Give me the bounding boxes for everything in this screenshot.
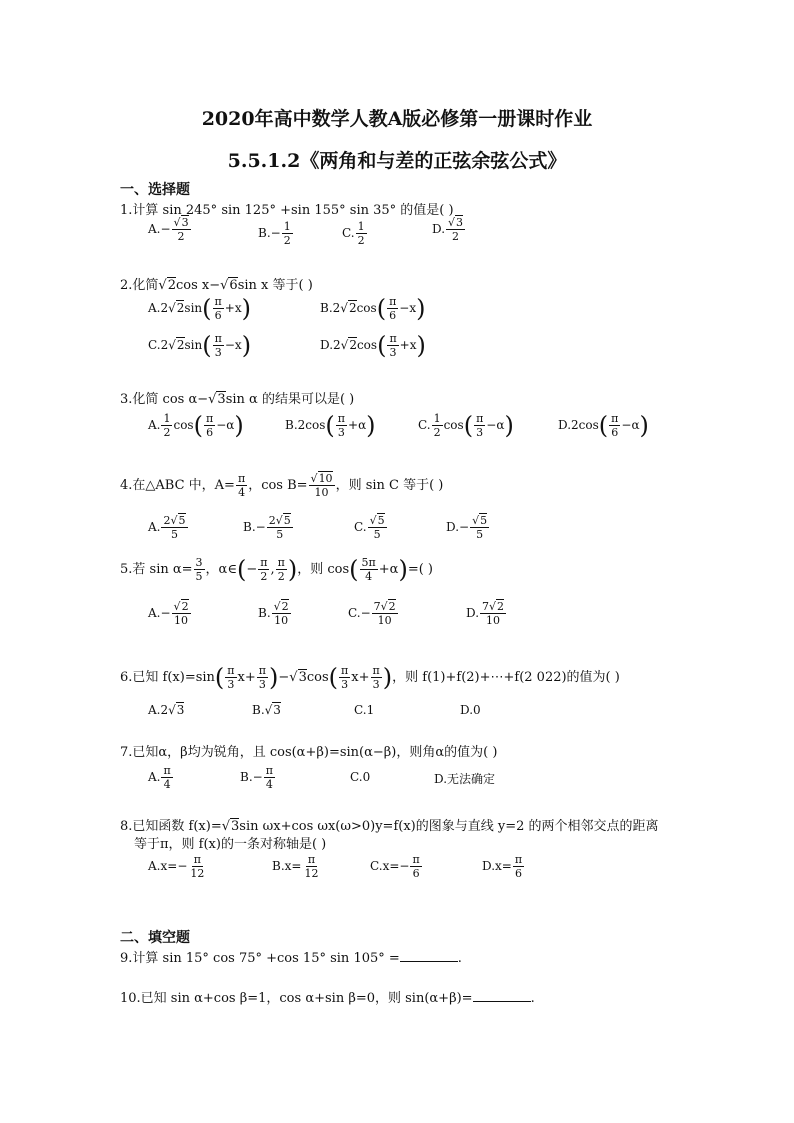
option-d: D. $\frac{√3}{2}$ (432, 216, 464, 243)
answer-blank[interactable] (473, 989, 531, 1002)
question-5: 5.若 sin α= $\frac{3}{5}$ ，α∈(− $\frac{\pi}{2}$ , $\frac{\pi}{2}$ )，则 cos( $\frac{5\pi}{4}$ +α)=( ) (120, 555, 433, 584)
question-6: 6.已知 f(x)=sin( $\frac{\pi}{3}$ x+ $\frac{\pi}{3}$ )−√3cos( $\frac{\pi}{3}$ x+ $\frac{\pi}{3}$ )，则 f(1)+f(2)+⋯+f(2 022)的值为( ) (120, 663, 620, 692)
option-a: A. $\frac{1}{2}$ cos( $\frac{\pi}{6}$ −α) (148, 411, 244, 440)
option-c: C. $\frac{1}{2}$ cos( $\frac{\pi}{3}$ −α) (418, 411, 514, 440)
question-2: 2.化简√2cos x−√6sin x 等于( ) (120, 278, 313, 293)
question-7: 7.已知α，β均为锐角，且 cos(α+β)=sin(α−β)，则角α的值为( ) (120, 745, 498, 760)
option-b: B.√3 (252, 703, 281, 717)
answer-blank[interactable] (400, 949, 458, 962)
option-a: A.2√3 (148, 703, 185, 717)
page-title: 2020年高中数学人教A版必修第一册课时作业 (201, 108, 593, 130)
option-c: C. $\frac{√5}{5}$ (354, 514, 385, 541)
section-heading: 一、选择题 (120, 182, 190, 198)
option-c: C. $\frac{1}{2}$ (342, 220, 365, 247)
option-c: C.x=− $\frac{\pi}{6}$ (370, 853, 420, 880)
option-d: D.x= $\frac{\pi}{6}$ (482, 853, 523, 880)
option-a: A. $\frac{2√5}{5}$ (148, 514, 186, 541)
option-b: B. $\frac{√2}{10}$ (258, 600, 289, 627)
option-d: D.− $\frac{√5}{5}$ (446, 514, 488, 541)
option-b: B.2cos( $\frac{\pi}{3}$ +α) (285, 411, 376, 440)
page-subtitle: 5.5.1.2《两角和与差的正弦余弦公式》 (227, 150, 567, 172)
question-1: 1.计算 sin 245° sin 125° +sin 155° sin 35° 的值是( ) (120, 203, 454, 218)
option-a: A.x=− $\frac{\pi}{12}$ (148, 853, 205, 880)
option-b: B.− $\frac{1}{2}$ (258, 220, 291, 247)
option-c: C.1 (354, 703, 375, 717)
question-10: 10.已知 sin α+cos β=1，cos α+sin β=0，则 sin(α+β)= . (120, 991, 535, 1006)
question-8-line-2: 等于π，则 f(x)的一条对称轴是( ) (134, 837, 327, 852)
option-d: D.2√2cos( $\frac{\pi}{3}$ +x) (320, 331, 426, 360)
option-c: C.0 (350, 770, 371, 784)
option-b: B.2√2cos( $\frac{\pi}{6}$ −x) (320, 294, 426, 323)
option-d: D.无法确定 (434, 772, 496, 786)
option-b: B.− $\frac{\pi}{4}$ (240, 764, 273, 791)
option-a: A. $\frac{\pi}{4}$ (148, 764, 171, 791)
section-heading: 二、填空题 (120, 930, 190, 946)
option-d: D. $\frac{7√2}{10}$ (466, 600, 505, 627)
option-d: D.0 (460, 703, 481, 717)
option-a: A.2√2sin( $\frac{\pi}{6}$ +x) (148, 294, 251, 323)
option-b: B.− $\frac{2√5}{5}$ (243, 514, 291, 541)
question-8: 8.已知函数 f(x)=√3sin ωx+cos ωx(ω>0)y=f(x)的图象与直线 y=2 的两个相邻交点的距离 (120, 819, 659, 834)
option-b: B.x= $\frac{\pi}{12}$ (272, 853, 319, 880)
question-3: 3.化简 cos α−√3sin α 的结果可以是( ) (120, 392, 355, 407)
option-c: C.− $\frac{7√2}{10}$ (348, 600, 396, 627)
option-a: A.− $\frac{√2}{10}$ (148, 600, 189, 627)
option-a: A.− $\frac{√3}{2}$ (148, 216, 189, 243)
option-d: D.2cos( $\frac{\pi}{6}$ −α) (558, 411, 649, 440)
question-9: 9.计算 sin 15° cos 75° +cos 15° sin 105° = . (120, 951, 462, 966)
option-c: C.2√2sin( $\frac{\pi}{3}$ −x) (148, 331, 252, 360)
question-4: 4.在△ABC 中，A= $\frac{\pi}{4}$ ，cos B= $\frac{√10}{10}$ ，则 sin C 等于( ) (120, 472, 444, 499)
